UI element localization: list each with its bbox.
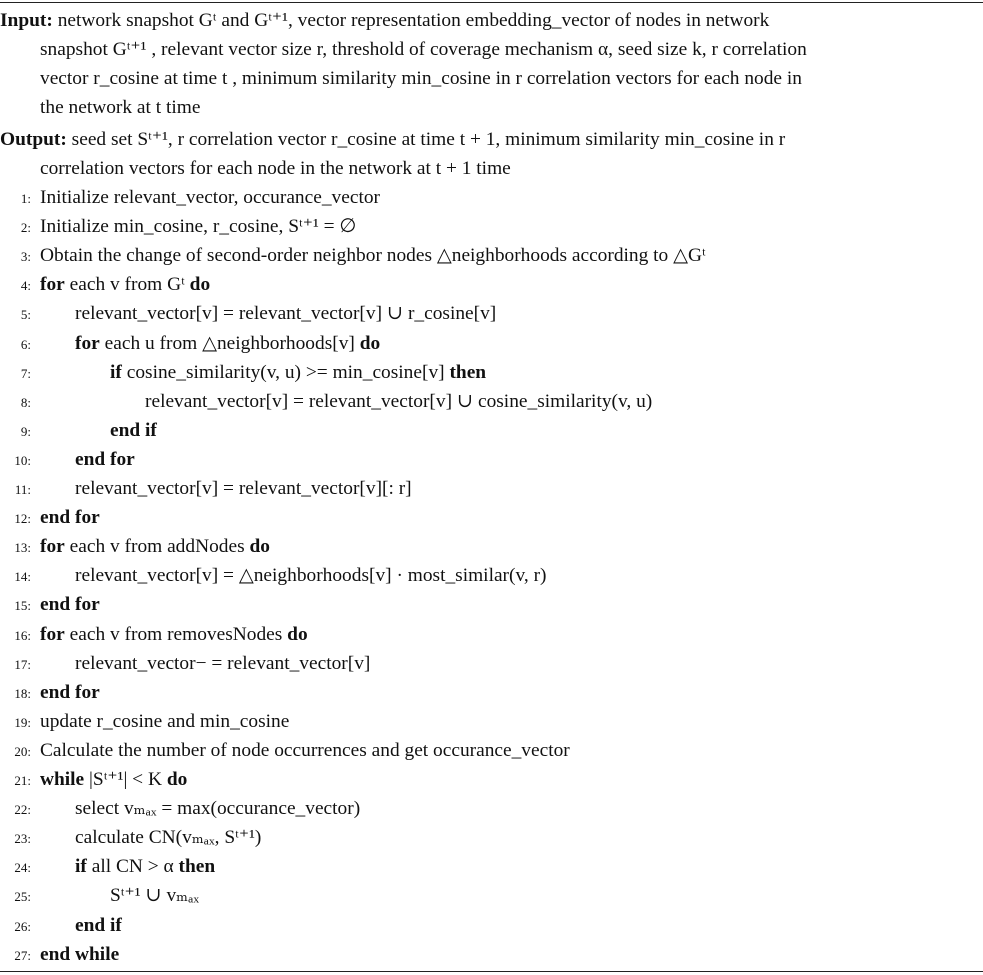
algorithm-step	[0, 707, 983, 736]
step-text: Obtain the change of second-order neighbor nodes △neighborhoods according to △Gᵗ	[40, 245, 706, 267]
input-line: the network at t time	[40, 97, 201, 118]
step-code	[110, 881, 199, 910]
step-text: relevant_vector[v] = relevant_vector[v][: r]	[75, 478, 412, 499]
algorithm-step	[0, 183, 983, 212]
step-text: each v from removesNodes	[69, 623, 283, 645]
step-code	[75, 329, 380, 358]
keyword: end for	[40, 594, 100, 616]
line-number: 9:	[20, 423, 31, 439]
line-number: 1:	[20, 191, 31, 206]
algorithm-step	[0, 678, 983, 707]
algorithm-step	[0, 416, 983, 445]
keyword: while	[40, 769, 85, 790]
input-line: snapshot Gᵗ⁺¹ , relevant vector size r, threshold of coverage mechanism α, seed size k, r correlation	[40, 39, 807, 60]
input-label: Input:	[0, 10, 53, 31]
step-code	[40, 620, 308, 649]
algorithm-step	[0, 532, 983, 561]
line-number: 17:	[14, 656, 31, 672]
step-code	[40, 212, 356, 241]
line-number: 12:	[14, 511, 31, 527]
algorithm-step	[0, 940, 983, 969]
line-number: 20:	[14, 743, 31, 759]
keyword: then	[449, 361, 487, 383]
algorithm-step	[0, 270, 983, 299]
step-code	[75, 823, 261, 852]
line-number: 11:	[14, 482, 31, 497]
keyword: for	[40, 536, 65, 558]
step-text: Sᵗ⁺¹ ∪ vₘₐₓ	[110, 885, 199, 907]
step-code	[40, 503, 100, 532]
algorithm-step	[0, 358, 983, 387]
step-code	[75, 445, 135, 474]
keyword: then	[178, 856, 216, 878]
algorithm-step	[0, 852, 983, 881]
step-code	[145, 387, 652, 416]
line-number: 21:	[14, 773, 31, 788]
step-text: Initialize relevant_vector, occurance_vector	[40, 187, 380, 208]
algorithm-step	[0, 620, 983, 649]
keyword: end if	[110, 419, 157, 441]
step-code	[40, 678, 100, 707]
step-text: calculate CN(vₘₐₓ, Sᵗ⁺¹)	[75, 827, 262, 849]
keyword: for	[75, 332, 100, 354]
line-number: 25:	[14, 889, 31, 905]
algorithm-step	[0, 765, 983, 794]
step-text: each v from Gᵗ	[69, 274, 185, 296]
algorithm-input	[0, 6, 983, 122]
line-number: 8:	[20, 394, 31, 410]
step-code	[75, 794, 360, 823]
line-number: 2:	[20, 220, 31, 236]
algorithm-output	[0, 125, 983, 183]
line-number: 6:	[20, 336, 31, 352]
step-code	[40, 532, 270, 561]
keyword: do	[249, 536, 270, 558]
step-code	[75, 561, 547, 590]
algorithm-step	[0, 649, 983, 678]
line-number: 7:	[20, 365, 31, 381]
keyword: do	[287, 623, 308, 645]
step-code	[40, 707, 289, 736]
step-text: each v from addNodes	[69, 536, 245, 558]
algorithm-step	[0, 590, 983, 619]
line-number: 4:	[20, 278, 31, 294]
line-number: 18:	[14, 685, 31, 701]
step-text: relevant_vector[v] = relevant_vector[v] ∪ r_cosine[v]	[75, 303, 497, 325]
algorithm-step	[0, 561, 983, 590]
keyword: end if	[75, 914, 122, 936]
step-text: relevant_vector[v] = △neighborhoods[v] · most_similar(v, r)	[75, 565, 547, 587]
keyword: do	[189, 274, 211, 296]
step-code	[40, 590, 100, 619]
line-number: 24:	[14, 860, 31, 876]
algorithm-step	[0, 794, 983, 823]
step-text: select vₘₐₓ = max(occurance_vector)	[75, 798, 361, 820]
keyword: if	[110, 361, 122, 383]
line-number: 5:	[20, 307, 31, 323]
algorithm-step	[0, 503, 983, 532]
input-line: vector r_cosine at time t , minimum similarity min_cosine in r correlation vectors for each node in	[40, 68, 802, 89]
step-text: relevant_vector[v] = relevant_vector[v] ∪ cosine_similarity(v, u)	[145, 390, 653, 412]
line-number: 3:	[20, 249, 31, 265]
step-code	[75, 299, 496, 328]
algorithm-step	[0, 212, 983, 241]
step-code	[40, 736, 570, 765]
algorithm-step	[0, 881, 983, 910]
line-number: 13:	[14, 540, 31, 556]
line-number: 14:	[14, 569, 31, 585]
step-code	[110, 358, 486, 387]
algorithm-step	[0, 823, 983, 852]
algorithm-step	[0, 387, 983, 416]
line-number: 19:	[14, 714, 31, 730]
bottom-rule	[0, 971, 983, 972]
line-number: 22:	[14, 802, 31, 818]
keyword: for	[40, 623, 65, 645]
step-code	[40, 940, 119, 969]
algorithm-step	[0, 329, 983, 358]
algorithm-step	[0, 299, 983, 328]
output-label: Output:	[0, 129, 67, 150]
step-code	[110, 416, 157, 445]
keyword: if	[75, 856, 87, 878]
keyword: end while	[40, 943, 120, 965]
output-line: correlation vectors for each node in the network at t + 1 time	[40, 158, 511, 179]
algorithm-step	[0, 445, 983, 474]
step-text: |Sᵗ⁺¹| < K	[89, 769, 162, 790]
algorithm-step	[0, 911, 983, 940]
step-text: Calculate the number of node occurrences and get occurance_vector	[40, 739, 570, 761]
step-text: all CN > α	[91, 856, 174, 878]
keyword: for	[40, 274, 65, 296]
line-number: 10:	[14, 452, 31, 468]
keyword: do	[359, 332, 381, 354]
step-code	[40, 241, 706, 270]
step-text: Initialize min_cosine, r_cosine, Sᵗ⁺¹ = ∅	[40, 216, 357, 238]
algorithm-step	[0, 474, 983, 503]
step-code	[40, 183, 380, 212]
step-code	[40, 765, 187, 794]
step-text: cosine_similarity(v, u) >= min_cosine[v]	[126, 361, 445, 383]
step-code	[40, 270, 210, 299]
step-text: relevant_vector− = relevant_vector[v]	[75, 652, 371, 674]
keyword: do	[166, 769, 188, 790]
algorithm-step	[0, 241, 983, 270]
top-rule	[0, 2, 983, 3]
keyword: end for	[40, 681, 100, 703]
algorithm-step	[0, 736, 983, 765]
line-number: 16:	[14, 627, 31, 643]
step-code	[75, 911, 122, 940]
input-line: network snapshot Gᵗ and Gᵗ⁺¹, vector representation embedding_vector of nodes in network	[57, 10, 770, 31]
step-code	[75, 474, 412, 503]
step-code	[75, 852, 215, 881]
line-number: 26:	[14, 918, 31, 934]
step-text: each u from △neighborhoods[v]	[104, 332, 355, 354]
step-text: update r_cosine and min_cosine	[40, 710, 290, 732]
output-line: seed set Sᵗ⁺¹, r correlation vector r_cosine at time t + 1, minimum similarity min_cosine in r	[71, 129, 786, 150]
step-code	[75, 649, 370, 678]
line-number: 27:	[14, 947, 31, 963]
line-number: 23:	[14, 831, 31, 847]
line-number: 15:	[14, 598, 31, 614]
keyword: end for	[75, 448, 135, 470]
keyword: end for	[40, 507, 100, 529]
